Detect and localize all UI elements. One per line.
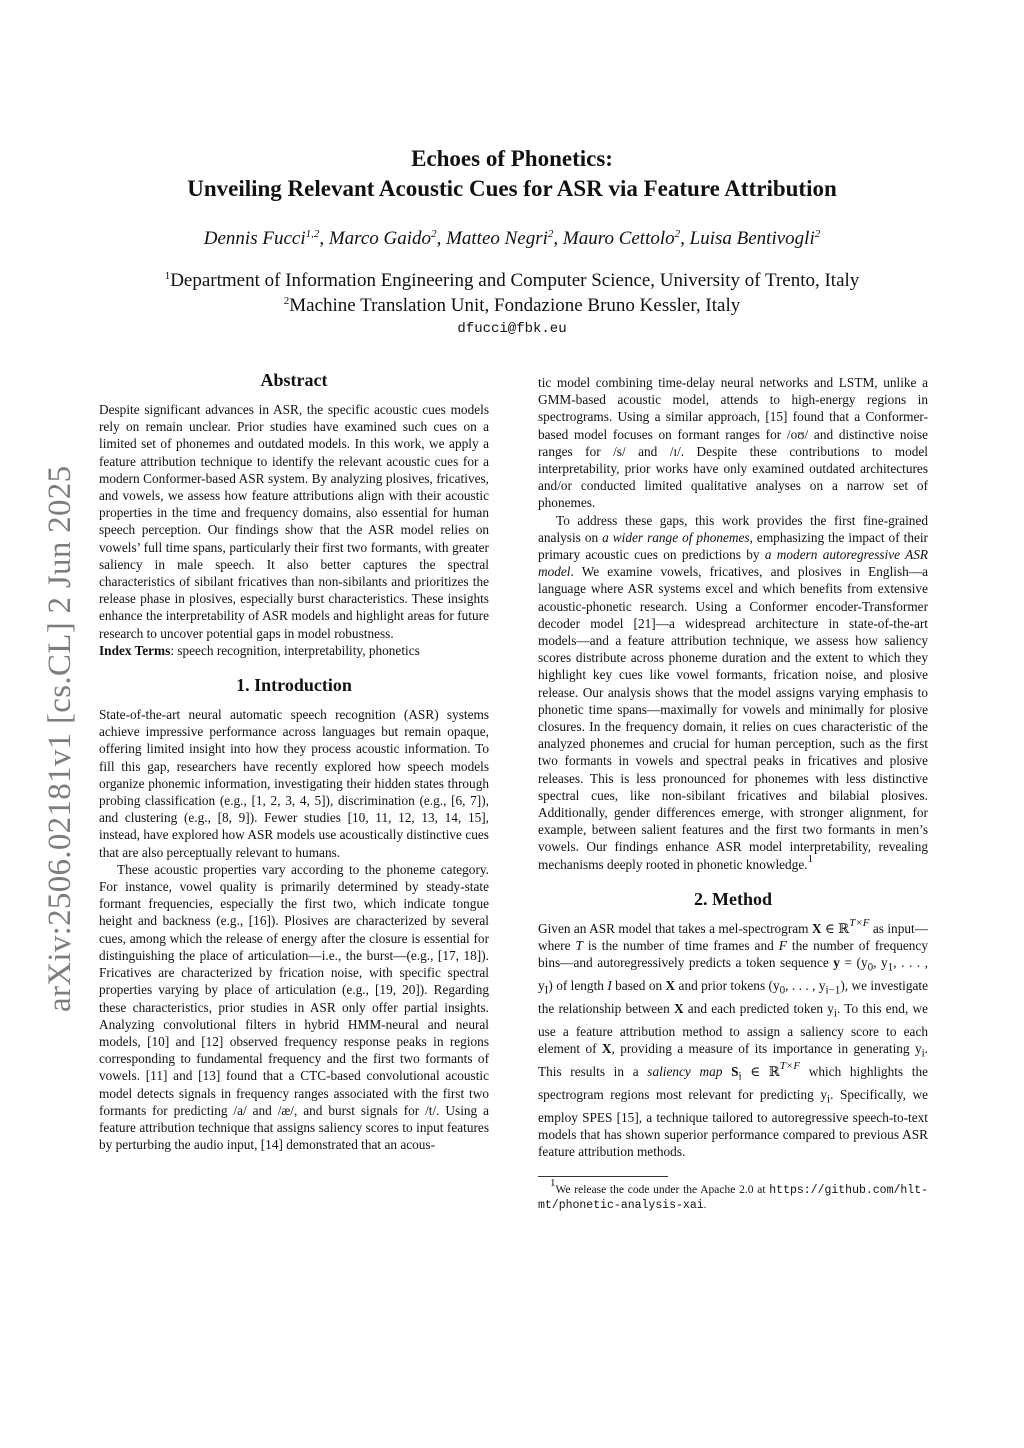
- intro-paragraph-1: State-of-the-art neural automatic speech recognition (ASR) systems achieve impressive performance across languages but remain opaque, offering limited insight into how they process acoustic information. To fill this gap, researchers have recently explored how speech models organize phonemic information, investigating their hidden states through probing classification (e.g., [1, 2, 3, 4, 5]), discrimination (e.g., [6, 7]), and clustering (e.g., [8, 9]). Fewer studies [10, 11, 12, 13, 14, 15], instead, have explored how ASR models use acoustically distinctive cues that are also perceptually relevant to humans.: [99, 707, 489, 860]
- intro-paragraph-2: These acoustic properties vary according to the phoneme category. For instance, vowel quality is primarily determined by steady-state formant frequencies, especially the first two, which indicate tongue height and backness (e.g., [16]). Plosives are characterized by several cues, among which the release of energy after the closure is essential for distinguishing the place of articulation—i.e., the burst—(e.g., [17, 18]). Fricatives are characterized by frication noise, with specific spectral properties varying by place of articulation (e.g., [19, 20]). Regarding these characteristics, prior studies in ASR only offer partial insights. Analyzing convolutional filters in hybrid HMM-neural and neural models, [10] and [12] observed frequency response peaks in regions corresponding to fundamental frequency and the first two formants of vowels. [11] and [13] found that a CTC-based convolutional acoustic model detects signals in frequency ranges associated with the first two formants for predicting /a/ and /æ/, and burst signals for /t/. Using a feature attribution technique that assigns saliency scores to input features by perturbing the audio input, [14] demonstrated that an acous-: [99, 861, 489, 1153]
- author-name: Mauro Cettolo: [562, 228, 675, 249]
- abstract-heading: Abstract: [260, 370, 328, 390]
- paper-title-line-1: Echoes of Phonetics:: [411, 146, 613, 171]
- emphasis-phrase: a modern autoregressive ASR model: [538, 547, 929, 580]
- affiliation-1: $^1$Department of Information Engineering and Computer Science, University of Trento, Italy: [164, 270, 860, 291]
- abstract-text: Despite significant advances in ASR, the specific acoustic cues models rely on remain unclear. Prior studies have examined such cues on a limited set of phonemes and outdated models. In this work, we apply a feature attribution technique to identify the relevant acoustic cues for a modern Conformer-based ASR system. By analyzing plosives, fricatives, and vowels, we assess how feature attributions align with their acoustic properties in the time and frequency domains, also essential for human speech perception. Our findings show that the ASR model relies on vowels’ full time spans, particularly their first two formants, with greater saliency in male speech. It also better captures the spectral characteristics of sibilant fricatives than non-sibilants and prioritizes the release phase in plosives, especially burst characteristics. These insights enhance the interpretability of ASR models and highlight areas for future research to uncover potential gaps in model robustness.: [99, 402, 489, 641]
- affiliation-2: $^2$Machine Translation Unit, Fondazione Bruno Kessler, Italy: [283, 295, 741, 316]
- author-affiliation-mark: 2: [674, 228, 681, 240]
- author-name: Marco Gaido: [328, 228, 432, 249]
- footnote-mark[interactable]: 1: [807, 852, 814, 865]
- contact-email: dfucci@fbk.eu: [457, 321, 567, 337]
- code-repository-link[interactable]: https://github.com/hlt-mt/phonetic-analysis-xai: [538, 1184, 928, 1213]
- left-column: [99, 368, 489, 1153]
- arxiv-identifier: arXiv:2506.02181v1 [cs.CL] 2 Jun 2025: [42, 465, 78, 1012]
- index-terms-label: Index Terms: [99, 642, 171, 658]
- paper-header: [80, 144, 944, 337]
- index-terms-list: : speech recognition, interpretability, phonetics: [170, 642, 420, 658]
- author-affiliation-mark: 2: [547, 228, 554, 240]
- method-paragraph: Given an ASR model that takes a mel-spectrogram X ∈ ℝ$^{T\times F}$ as input—where T is the number of time frames and F the number of frequency bins—and autoregressively predicts a token sequence $y = (y_0$, $y_1$, . . . , $y_I$) of length I based on X and prior tokens ($y_0$, . . . , $y_{i-1}$), we investigate the relationship between X and each predicted token $y_i$. To this end, we use a feature attribution method to assign a saliency score to each element of X, providing a measure of its importance in generating $y_i$. This results in a saliency map $S_i$ ∈ ℝ$^{T\times F}$ which highlights the spectrogram regions most relevant for predicting $y_i$. Specifically, we employ SPES [15], a technique tailored to autoregressive speech-to-text models that has shown superior performance compared to previous ASR feature attribution methods.: [538, 916, 929, 1160]
- right-column: [538, 374, 928, 1213]
- index-terms: [99, 642, 489, 659]
- method-heading: 2. Method: [694, 888, 772, 909]
- footnote-divider: [538, 1176, 668, 1177]
- author-name: Matteo Negri: [446, 228, 548, 249]
- intro-paragraph-2-continued: tic model combining time-delay neural networks and LSTM, unlike a GMM-based acoustic model, attends to high-energy regions in spectrograms. Using a similar approach, [15] found that a Conformer-based model focuses on formant ranges for /oʊ/ and distinctive noise ranges for /s/ and /ɪ/. Despite these contributions to model interpretability, prior works have only examined outdated architectures and/or conducted limited qualitative analyses on a narrow set of phonemes.: [538, 375, 928, 511]
- author-list: Dennis Fucci$^{1,2}$, Marco Gaido$^2$, Matteo Negri$^2$, Mauro Cettolo$^2$, Luisa Bentivogli$^2$: [203, 228, 821, 249]
- affiliations: [80, 268, 944, 318]
- author-affiliation-mark: 1,2: [305, 228, 320, 240]
- introduction-heading: 1. Introduction: [236, 675, 352, 696]
- author-name: Dennis Fucci: [203, 228, 306, 249]
- intro-paragraph-3: To address these gaps, this work provides the first fine-grained analysis on a wider range of phonemes, emphasizing the impact of their primary acoustic cues on predictions by a modern autoregressive ASR model. We examine vowels, fricatives, and plosives in English—a language where ASR systems excel and which benefits from extensive acoustic-phonetic research. Using a Conformer encoder-Transformer decoder model [21]—a widespread architecture in state-of-the-art models—and a feature attribution technique, we assess how saliency scores distribute across phoneme duration and the extent to which they highlight key cues like vowel formants, frication noise, and plosive release. Our analysis shows that the model assigns varying emphasis to phonetic time spans—maximally for vowels and minimally for plosive closures. In the frequency domain, it relies on cues characteristic of the analyzed phonemes and crucial for human perception, such as the first two formants in vowels and spectral peaks in fricatives and plosive releases. This is less pronounced for phonemes with less distinctive spectral cues, like non-sibilant fricatives and bilabial plosives. Additionally, gender differences emerge, with stronger alignment, for example, between salient features and the first two formants in men’s vowels. Our findings enhance ASR model interpretability, revealing mechanisms deeply rooted in phonetic knowledge.$^1$: [538, 512, 929, 872]
- emphasis-phrase: a wider range of phonemes: [602, 529, 750, 545]
- footnote: $^1$We release the code under the Apache 2.0 at https://github.com/hlt-mt/phonetic-analysis-xai.: [538, 1177, 928, 1213]
- author-name: Luisa Bentivogli: [689, 228, 815, 249]
- author-affiliation-mark: 2: [814, 228, 821, 240]
- author-affiliation-mark: 2: [431, 228, 437, 240]
- paper-title-line-2: Unveiling Relevant Acoustic Cues for ASR via Feature Attribution: [187, 176, 837, 201]
